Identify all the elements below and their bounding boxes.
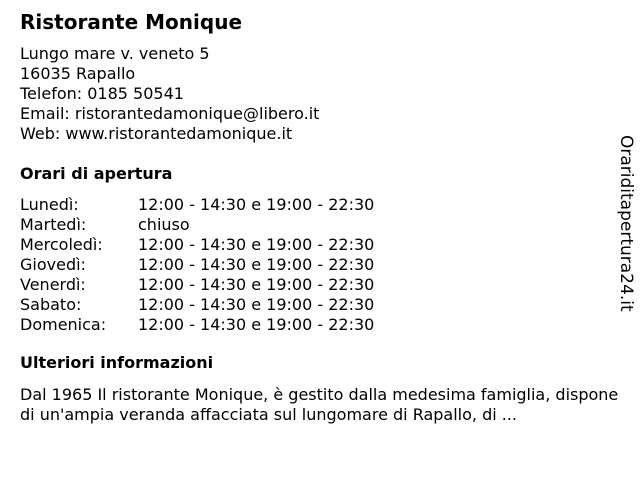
- address-city: 16035 Rapallo: [20, 64, 136, 83]
- info-description: Dal 1965 Il ristorante Monique, è gestito dalla medesima famiglia, dispone di un'ampia veranda affacciata sul lungomare di Rapallo, di ...: [20, 385, 619, 424]
- time-value: 12:00 - 14:30 e 19:00 - 22:30: [138, 275, 375, 294]
- hours-row-thursday: [20, 255, 620, 275]
- restaurant-name: Ristorante Monique: [20, 10, 243, 34]
- time-value: 12:00 - 14:30 e 19:00 - 22:30: [138, 235, 375, 254]
- hours-row-wednesday: [20, 235, 620, 255]
- hours-row-monday: [20, 195, 620, 215]
- hours-row-friday: [20, 275, 620, 295]
- time-value: 12:00 - 14:30 e 19:00 - 22:30: [138, 255, 375, 274]
- time-value: chiuso: [138, 215, 190, 234]
- day-label: Domenica:: [20, 315, 107, 334]
- info-heading: Ulteriori informazioni: [20, 353, 214, 372]
- day-label: Martedì:: [20, 215, 87, 234]
- time-value: 12:00 - 14:30 e 19:00 - 22:30: [138, 315, 375, 334]
- time-value: 12:00 - 14:30 e 19:00 - 22:30: [138, 195, 375, 214]
- day-label: Lunedì:: [20, 195, 79, 214]
- hours-heading: Orari di apertura: [20, 164, 173, 183]
- contact-block: [20, 44, 620, 144]
- email-line: Email: ristorantedamonique@libero.it: [20, 104, 320, 123]
- day-label: Giovedì:: [20, 255, 86, 274]
- phone-line: Telefon: 0185 50541: [20, 84, 184, 103]
- day-label: Venerdì:: [20, 275, 86, 294]
- hours-row-tuesday: [20, 215, 620, 235]
- day-label: Sabato:: [20, 295, 82, 314]
- site-watermark: Orariditapertura24.it: [616, 135, 636, 312]
- day-label: Mercoledì:: [20, 235, 103, 254]
- hours-table: [20, 195, 620, 335]
- hours-row-sunday: [20, 315, 620, 335]
- time-value: 12:00 - 14:30 e 19:00 - 22:30: [138, 295, 375, 314]
- web-line: Web: www.ristorantedamonique.it: [20, 124, 293, 143]
- address-street: Lungo mare v. veneto 5: [20, 44, 210, 63]
- page-content: [20, 10, 620, 425]
- hours-row-saturday: [20, 295, 620, 315]
